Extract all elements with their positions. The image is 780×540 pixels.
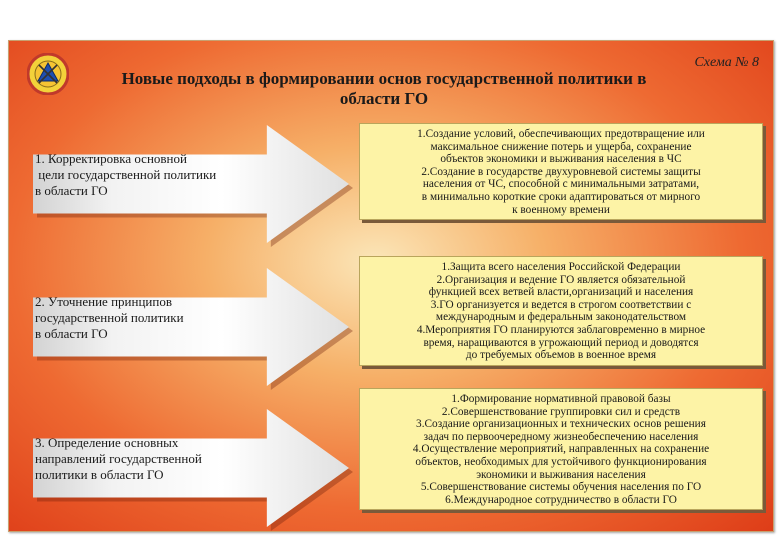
slide <box>8 40 774 532</box>
page-title-line: Новые подходы в формировании основ государственной политики в <box>121 69 647 88</box>
arrow-text-line: в области ГО <box>35 183 108 198</box>
info-box-2 <box>359 256 763 366</box>
list-item: максимальное снижение потерь и ущерба, сохранение <box>430 140 692 153</box>
info-box-3 <box>359 388 763 510</box>
list-item: 2.Создание в государстве двухуровневой системы защиты <box>421 165 701 178</box>
list-item: 5.Совершенствование системы обучения населения по ГО <box>420 481 702 494</box>
list-item: международным и федеральным законодательством <box>435 311 687 324</box>
list-item: объектов, необходимых для устойчивого функционирования <box>415 455 707 468</box>
list-item: 4.Мероприятия ГО планируются заблаговременно в мирное <box>416 323 706 336</box>
list-item: 4.Осуществление мероприятий, направленных на сохранение <box>412 443 710 456</box>
arrow-text-line: государственной политики <box>35 310 184 325</box>
arrow-text-line: 1. Корректировка основной <box>35 151 187 166</box>
list-item: экономики и выживания населения <box>476 468 646 481</box>
arrow-text-line: в области ГО <box>35 326 108 341</box>
list-item: 1.Защита всего населения Российской Федерации <box>441 261 681 273</box>
civil-defense-emblem-icon <box>27 53 69 95</box>
arrow-text-line: цели государственной политики <box>35 167 217 182</box>
arrow-label-2 <box>35 294 275 342</box>
list-item: 3.ГО организуется и ведется в строгом соответствии с <box>430 298 692 311</box>
list-item: 2.Совершенствование группировки сил и средств <box>441 405 681 418</box>
list-item: объектов экономики и выживания населения в ЧС <box>440 153 682 166</box>
arrow-label-3 <box>35 435 275 483</box>
arrow-text-line: политики в области ГО <box>35 467 164 482</box>
list-item: 3.Создание организационных и технических основ решения <box>416 418 706 431</box>
arrow-text-line: 3. Определение основных <box>35 435 179 450</box>
arrow-text-line: 2. Уточнение принципов <box>35 294 172 309</box>
list-item: 1.Формирование нормативной правовой базы <box>451 393 671 405</box>
page-title-line: области ГО <box>339 89 429 108</box>
list-item: задач по первоочередному жизнеобеспечению населения <box>423 430 699 443</box>
scheme-number-label: Схема № 8 <box>694 55 759 70</box>
list-item: 6.Международное сотрудничество в области ГО <box>445 493 677 506</box>
list-item: к военному времени <box>512 203 610 216</box>
arrow-text-line: направлений государственной <box>35 451 202 466</box>
arrow-label-1 <box>35 151 275 199</box>
list-item: 2.Организация и ведение ГО является обязательной <box>436 273 686 286</box>
list-item: функцией всех ветвей власти,организаций и населения <box>428 286 694 299</box>
list-item: населения от ЧС, способной с минимальными затратами, <box>422 178 700 191</box>
list-item: время, наращиваются в угрожающий период и доводятся <box>423 336 699 349</box>
page-title <box>79 69 689 109</box>
list-item: до требуемых объемов в военное время <box>465 349 657 362</box>
info-box-1 <box>359 123 763 220</box>
list-item: в минимально короткие сроки адаптироваться от мирного <box>421 190 701 203</box>
list-item: 1.Создание условий, обеспечивающих предотвращение или <box>417 128 705 140</box>
